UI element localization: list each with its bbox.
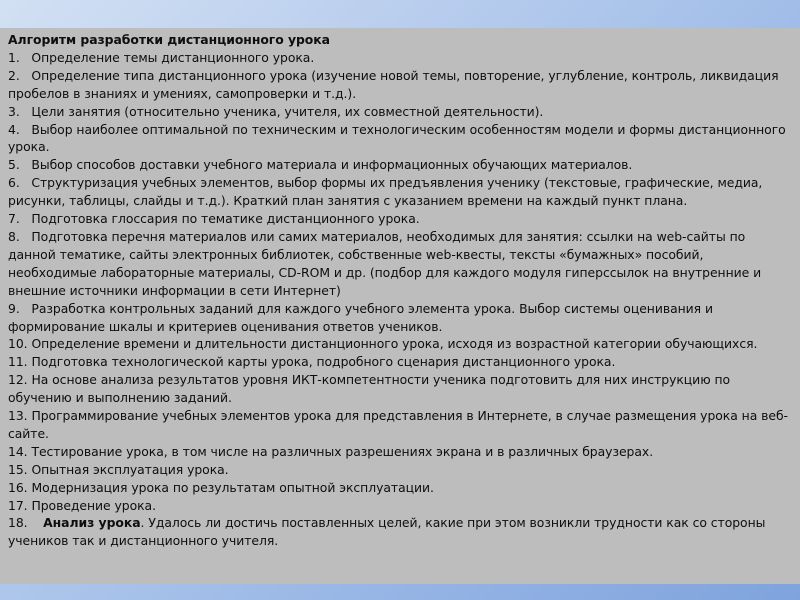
list-item-7 [8,210,792,228]
item-number: 18. [8,515,28,531]
item-text: Разработка контрольных заданий для каждого учебного элемента урока. Выбор системы оценивания и формирование шкалы и критериев оценивания ответов учеников. [8,300,713,334]
item-text: На основе анализа результатов уровня ИКТ-компетентности ученика подготовить для них инструкцию по обучению и выполнению заданий. [8,372,731,406]
item-number: 16. [8,479,28,495]
item-text: Подготовка перечня материалов или самих материалов, необходимых для занятия: ссылки на web-сайты по данной тематике, сайты электронных библиотек, собственные web-квесты, тексты «бумажных» пособий, необходимые лабораторные материалы, CD-ROM и др. (подбор для каждого модуля гиперссылок на внутренние и внешние источники информации в сети Интернет) [8,228,762,298]
item-number: 9. [8,300,20,316]
item-number: 8. [8,228,20,244]
text-box [0,28,800,584]
list-item-1 [8,49,792,67]
item-text: Определение темы дистанционного урока. [31,49,315,65]
item-text: Структуризация учебных элементов, выбор формы их предъявления ученику (текстовые, графические, медиа, рисунки, таблицы, слайды и т.д.). Краткий план занятия с указанием времени на каждый пункт плана. [8,175,763,209]
item-number: 6. [8,175,20,191]
list-item-17 [8,497,792,515]
item-text: Опытная эксплуатация урока. [31,461,229,477]
item-text: Подготовка глоссария по тематике дистанционного урока. [31,211,420,227]
slide-title: Алгоритм разработки дистанционного урока [8,32,330,47]
item-text: Программирование учебных элементов урока для представления в Интернете, в случае размещения урока на веб-сайте. [8,408,788,441]
item-number: 3. [8,103,20,119]
item-text: Тестирование урока, в том числе на различных разрешениях экрана и в различных браузерах. [31,443,654,459]
list-item-3 [8,103,792,121]
item-number: 2. [8,67,20,83]
list-item-14 [8,443,792,461]
item-text: Цели занятия (относительно ученика, учителя, их совместной деятельности). [31,103,544,119]
item-text: Проведение урока. [31,497,156,513]
list-item-5 [8,156,792,174]
list-item-2 [8,67,792,103]
list-item-9 [8,300,792,336]
item-number: 7. [8,211,20,227]
list-item-10 [8,335,792,353]
item-text: Определение типа дистанционного урока (изучение новой темы, повторение, углубление, контроль, ликвидация пробелов в знаниях и умениях, самопроверки и т.д.). [8,67,779,101]
item-number: 12. [8,372,28,388]
list-item-11 [8,353,792,371]
item-text: Подготовка технологической карты урока, подробного сценария дистанционного урока. [31,354,616,370]
list-item-18 [8,514,792,550]
item-text: Модернизация урока по результатам опытной эксплуатации. [31,479,434,495]
item-text: . Удалось ли достичь поставленных целей, какие при этом возникли трудности как со стороны учеников так и дистанционного учителя. [8,515,766,549]
item-number: 15. [8,461,28,477]
item-number: 10. [8,336,28,352]
item-emphasis: Анализ урока [43,515,141,531]
list-item-16 [8,479,792,497]
item-number: 13. [8,408,28,424]
list-item-8 [8,228,792,300]
item-number: 14. [8,443,28,459]
list-item-6 [8,174,792,210]
list-item-15 [8,461,792,479]
item-number: 5. [8,157,20,173]
item-number: 1. [8,49,20,65]
list-item-4 [8,121,792,157]
item-text: Определение времени и длительности дистанционного урока, исходя из возрастной категории обучающихся. [31,336,758,352]
item-number: 17. [8,497,28,513]
item-number: 11. [8,354,28,370]
list-item-13 [8,407,792,443]
item-text: Выбор способов доставки учебного материала и информационных обучающих материалов. [31,157,633,173]
item-text: Выбор наиболее оптимальной по техническим и технологическим особенностям модели и формы дистанционного урока. [8,121,786,155]
list-item-12 [8,371,792,407]
item-number: 4. [8,121,20,137]
